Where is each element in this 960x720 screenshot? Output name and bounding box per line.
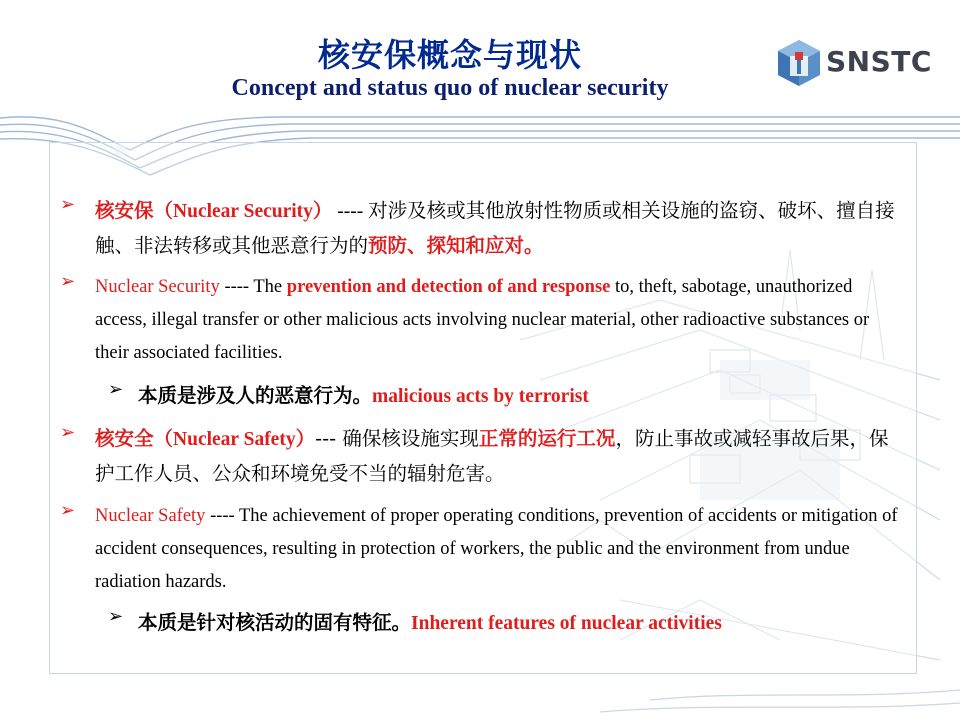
definition-emphasis: 正常的运行工况	[478, 427, 616, 450]
bullet-arrow-icon: ➢	[60, 271, 76, 292]
term-en: （Nuclear Security）	[153, 201, 333, 222]
essence-zh: 本质是针对核活动的固有特征。	[138, 611, 412, 634]
term-en: Nuclear Security	[95, 277, 220, 297]
definition-text: 对涉及核或其他放射性物质或相关设施的盗窃、破坏、擅自接触、非法转移或其他恶意行为的	[95, 199, 895, 257]
bullet-text	[95, 271, 900, 370]
bullet-arrow-icon: ➢	[60, 194, 76, 215]
bullet-arrow-icon: ➢	[108, 606, 124, 627]
bullet-arrow-icon: ➢	[108, 379, 124, 400]
term-en: Nuclear Safety	[95, 506, 206, 526]
definition-emphasis: prevention and detection of and response	[286, 277, 611, 297]
term-zh: 核安保	[95, 199, 154, 222]
bullet-text	[95, 500, 900, 599]
bullet-text	[138, 606, 898, 641]
dash: ---- The	[219, 277, 287, 297]
slide-title-zh: 核安保概念与现状	[317, 36, 582, 74]
bullet-text	[95, 194, 900, 263]
dash: ----	[205, 506, 239, 526]
definition-text: 确保核设施实现	[342, 427, 479, 450]
logo-text: SNSTC	[826, 45, 932, 78]
bullet-nuclear-security-en	[60, 271, 900, 371]
bullet-arrow-icon: ➢	[60, 422, 76, 443]
bullet-arrow-icon: ➢	[60, 500, 76, 521]
bullet-nuclear-safety-en	[60, 500, 900, 600]
slide-title-en: Concept and status quo of nuclear security	[231, 75, 669, 101]
logo-icon	[776, 38, 822, 88]
sub-bullet-security-essence	[108, 379, 898, 413]
snstc-logo	[776, 38, 936, 88]
bullet-text	[95, 422, 900, 491]
definition-text-2: ，防止事故或减轻事故后果，保护工作人员、公众和环境免受不当的辐射危害。	[95, 427, 889, 485]
term-zh: 核安全	[95, 427, 154, 450]
term-en: （Nuclear Safety）	[153, 429, 316, 450]
dash: ---	[315, 427, 343, 450]
bullet-text	[138, 379, 898, 414]
dash: ----	[332, 201, 369, 222]
definition-emphasis: 预防、探知和应对。	[368, 234, 544, 257]
definition-text: The achievement of proper operating conditions, prevention of accidents or mitigation of accident consequences, resulting in protection of workers, the public and the environment from undue radiation hazards.	[95, 506, 898, 592]
bullet-nuclear-security-zh	[60, 194, 900, 264]
essence-zh: 本质是涉及人的恶意行为。	[138, 384, 373, 407]
bullet-nuclear-safety-zh	[60, 422, 900, 492]
definition-text: to, theft, sabotage, unauthorized access, illegal transfer or other malicious acts involving nuclear material, other radioactive substances or their associated facilities.	[95, 277, 870, 363]
essence-en: Inherent features of nuclear activities	[411, 613, 722, 634]
sub-bullet-safety-essence	[108, 606, 898, 640]
essence-en: malicious acts by terrorist	[372, 386, 589, 407]
